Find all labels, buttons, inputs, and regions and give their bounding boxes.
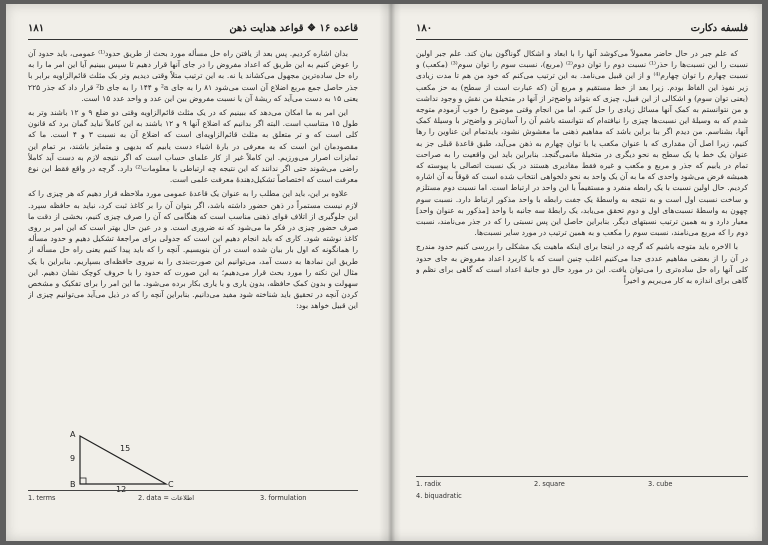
vertex-b-label: B (70, 480, 76, 489)
right-page-header (416, 21, 748, 40)
right-footnote-rule (416, 476, 748, 477)
right-footnotes (416, 480, 748, 506)
left-footnote-1: 1. terms (28, 494, 56, 502)
left-footnotes (28, 494, 358, 506)
right-triangle-figure (58, 432, 178, 492)
right-footnote-4: 4. biquadratic (416, 492, 462, 500)
left-paragraph-3: علاوه بر این، باید این مطلب را به عنوان یک قاعدهٔ عمومی مورد ملاحظه قرار دهیم که هر چیزی را که لازم نیست مستمراً در ذهن حضور داشته باشد، اگر بتوان آن را بر کاغذ ثبت کرد، نباید به حافظه سپرد. این جلوگیری از اتلاف قوای ذهنی مناسب است که هنگامی که آن را صرف چیزی کنیم، بخشی از دقت ما صرف حضور چیزی در فکر ما می‌شود که نه ضروری است. و در عین حال بهتر است که این امر بر روی کاغذ نوشته شود. کاری که باید انجام دهیم این است که جدولی برای مراجعهٔ تشکیل دهیم و حدود مسأله را همانگونه که اول بار بیان شده است در آن بنویسیم. آنچه را که باید پیدا کنیم یعنی راه حل مسأله از طریق این نمادها به دست آمد، می‌توانیم این صورت‌بندی را به نیروی حافظه‌ای بسپاریم. بنابراین با یک مثال این نکته را مورد بحث قرار می‌دهیم؛ به این صورت که حدود را با حروف کوچک نشان دهیم. این سهولت و بدون کمک حافظه، بدون یاری و با یاری بکار برده می‌شود. ما این امر را برای تفکیک و مشخص کردن آنچه در تحقیق باید شناخته شود مفید می‌دانیم. بنابراین آنچه را که در ذیل می‌آید می‌توانیم چیزی از این قبیل خواهد بود: (28, 189, 358, 311)
vertex-a-label: A (70, 430, 76, 439)
right-page (402, 4, 762, 541)
left-running-title: قاعده ۱۶ ❖ قواعد هدایت ذهن (229, 23, 358, 34)
left-page (6, 4, 378, 541)
left-footnote-rule (28, 490, 358, 491)
left-footnote-2: 2. data = اطلاعات (138, 494, 195, 502)
right-footnote-2: 2. square (534, 480, 565, 488)
right-running-title: فلسفه دکارت (690, 23, 748, 34)
triangle-diagram (58, 432, 178, 492)
right-paragraph-1: که علم جبر در حال حاضر معمولاً می‌کوشد آنها را با ابعاد و اشکال گوناگون بیان کند. علم جبر اولین نسبت را این نسبت‌ها را حذر⁽¹⁾ نسبت دوم را توان دوم⁽²⁾ (مربع)، نسبت سوم را توان سوم⁽³⁾ (مکعب) و نسبت چهارم را توان چهارم⁽⁴⁾ و از این قبیل می‌نامد. به این ترتیب می‌کنم که خود من هم تا مدت زیادی زیر نفوذ این الفاظ بودم. زیرا بعد از خط مستقیم و مربع آن (که عبارت است از سطح) به حز مکعب (یعنی توان سوم) و اشکالی از این قبیل، چیزی که بتواند واضح‌تر از آنها در متخیلهٔ من نقش و وجود نداشت و من نتوانستم به کمک آنها مسائل زیادی را حل کنم. اما من انجام وقتی موضوع را خوب آزمودم متوجه شدم که به وسیلهٔ این نسبت‌ها چیزی را نیافته‌ام که نتوانسته باشم آن را آسان‌تر و واضح‌تر با وسیلهٔ کمک آنها، بشناسم. من دیدم اگر بنا براین باشد که مفاهیم ذهنی ما مغشوش نشود، بایدتمام این عناوین را رها کنیم، زیرا اصل آن مقداری که با عنوان مکعب یا با توان چهارم به ذهن می‌آید، طبق قاعدهٔ قبلی جز به عنوان یک خط یا یک سطح به نحو دیگری در متخیلهٔ مانمی‌گنجد. بنابراین باید این واقعیت را به صراحت تمام در یابیم که جذر و مربع و مکعب و غیره فقط مقادیری هستند در یک نسبت اتصالی با پیوسته که همیشه فرض می‌شود واحدی که ما به آن یک واحد به نحو دلخواهی انتخاب شده است که قوقاً به آن اشاره کردیم. حال اولین نسبت با یک رابطه منفرد و مستقیماً با این واحد در ارتباط است. اما نسبت دوم مستلزم و ساخت نسبت اول است و به نتیجه به واسطهٔ یک جفت رابطه با واحد مذکور ارتباط دارد. نسبت سوم چهون به واسطهٔ نسبت‌های اول و دوم تحقق می‌یابد، یک رابطهٔ سه جانبه با واحد [مذکور به عنوان واحد] معیار دارد و به همین ترتیب نسبتهای دیگر. بنابراین حاصل این پس نسبتی را که در جذر می‌نامند، نسبت دوم را که مربع می‌نامند، نسبت سوم را مکعب و به همین ترتیب در مورد سایر نسبت‌ها. (416, 49, 748, 238)
right-paragraph-2: با الاخره باید متوجه باشیم که گرچه در اینجا برای اینکه ماهیت یک مشکلی را بررسی کنیم حدود مندرج در آن را از بعضی مفاهیم عددی جدا می‌کنیم اغلب چنین است که با کاربرد اعداد مفروض به جای حدود کلی آنها راه حل ساده‌تری را می‌توان یافت. این در مورد حال دو جانبهٔ اعداد است که گاهی برای نظم و گاهی برای اندازه به کار می‌بریم و اخیراً (416, 242, 748, 286)
page-gutter (379, 4, 401, 541)
side-ab-label: 9 (70, 454, 76, 463)
right-body-text (416, 48, 748, 476)
left-paragraph-2: این امر به ما امکان می‌دهد که ببینیم که در یک مثلث قائم‌الزاویه وقتی دو ضلع ۹ و ۱۲ باشند وتر به طول ۱۵ متناسب است. البته اگر بدانیم که اضلاع آنها ۹ و ۱۲ باشند به این کاملاً نباید گمان برد که قانون کلی است که و تر متعلق به مثلث قائم‌الزاویه‌ای است که اضلاع آن به نسبت ۳ و ۴ است. ما که مقصودمان این است که به معرفی در بارهٔ اشیاء دست یابیم که بدیهی و متمایز باشند، بر تمام این تمایزات اصرار می‌ورزیم. این کاملاً غیر از کار علمای حساب است که اگر نتیجه لازم به دست آید کاملاً راضی می‌شوند حتی اگر ندانند که این نتیجه چه ارتباطی با معلومات⁽²⁾ دارد. گرچه در واقع فقط این نوع معرفت است که اختصاصاً تشکیل‌دهندهٔ معرفت علمی است. (28, 108, 358, 185)
left-body-text (28, 48, 358, 438)
side-ac-label: 15 (120, 444, 131, 453)
right-page-number: ۱۸۰ (416, 23, 433, 34)
left-page-header (28, 21, 358, 40)
left-page-number: ۱۸۱ (28, 23, 45, 34)
book-spread (6, 4, 762, 541)
left-footnote-3: 3. formulation (260, 494, 307, 502)
right-footnote-3: 3. cube (648, 480, 673, 488)
right-footnote-1: 1. radix (416, 480, 442, 488)
vertex-c-label: C (168, 480, 174, 489)
left-paragraph-1: بدان اشاره کردیم. پس بعد از یافتن راه حل مسأله مورد بحث از طریق حدود⁽¹⁾ عمومی، باید حدود آن را عوض کنیم به این طریق که اعداد مفروض را در جای آنها قرار دهیم تا سپس ببینیم آیا این امر ما را به راه حل ساده‌ترین مجهول می‌کشاند یا نه. به این ترتیب متلاً وقتی دیدیم وتر یک مثلث قائم‌الزاویه برابر با جذر حاصل جمع مربع اضلاع آن است می‌شود ۸۱ را به جای ²a و ۱۴۴ را به جای ²b قرار داد که جذر ۲۲۵ یعنی ۱۵ به دست می‌آید که ریشهٔ آن یا نسبت مفروض بین این عدد و واحد عدد ۱۵ است. (28, 49, 358, 103)
